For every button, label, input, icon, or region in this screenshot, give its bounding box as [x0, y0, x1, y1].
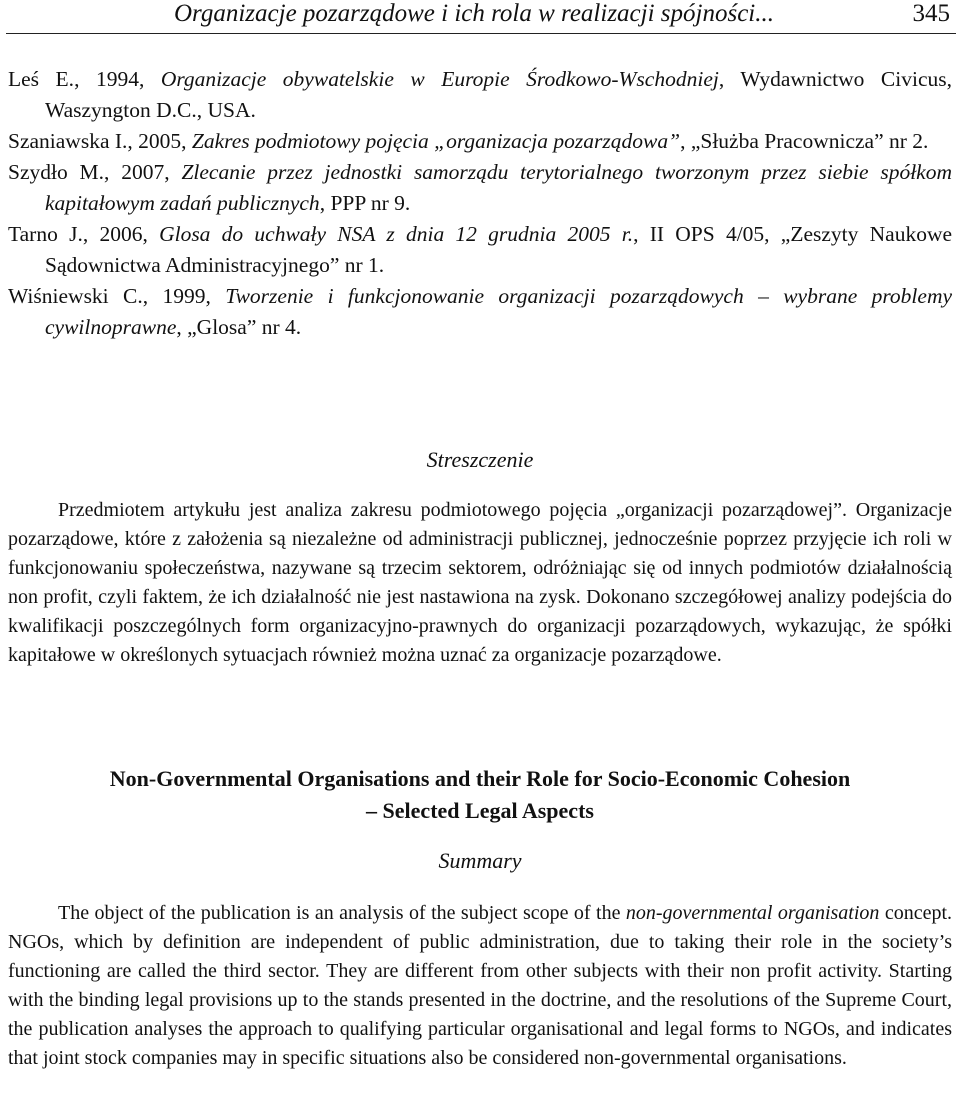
reference-source: , II OPS 4/05, „Zeszyty Naukowe Sądownictwa Administracyjnego” nr 1. [45, 222, 953, 277]
reference-title: Tworzenie i funkcjonowanie organizacji pozarządowych – wybrane problemy cywilnoprawne [45, 284, 953, 339]
summary-heading: Summary [438, 848, 522, 873]
reference-source: , „Służba Pracownicza” nr 2. [680, 129, 929, 153]
reference-entry [8, 157, 952, 219]
reference-author: Wiśniewski C. [8, 284, 143, 308]
reference-author: Szydło M. [8, 160, 105, 184]
reference-entry [8, 126, 952, 157]
page-number: 345 [912, 0, 950, 27]
english-title-line-2: – Selected Legal Aspects [366, 798, 594, 823]
running-title: Organizacje pozarządowe i ich rola w realizacji spójności... [174, 0, 774, 27]
header-rule [6, 33, 956, 34]
reference-title: Zlecanie przez jednostki samorządu terytorialnego tworzonym przez siebie spółkom kapitałowym zadań publicznych [45, 160, 952, 215]
reference-year: , 2007, [104, 160, 182, 184]
summary-term: non-governmental organisation [625, 902, 880, 924]
reference-author: Szaniawska I. [8, 129, 128, 153]
reference-entry [8, 64, 952, 126]
reference-source: , „Glosa” nr 4. [176, 315, 302, 339]
reference-source: , Wydawnictwo Civicus, Waszyngton D.C., USA. [45, 67, 952, 122]
summary-text-before: The object of the publication is an analysis of the subject scope of the [58, 902, 626, 924]
reference-entry [8, 219, 952, 281]
abstract-text: Przedmiotem artykułu jest analiza zakresu podmiotowego pojęcia „organizacji pozarządowej”. Organizacje pozarządowe, które z założenia są niezależne od administracji publicznej, jednocześnie poprzez przyjęcie ich roli w funkcjonowaniu społeczeństwa, nazywane są trzecim sektorem, odróżniając się od innych podmiotów działalnością non profit, czyli faktem, że ich działalność nie jest nastawiona na zysk. Dokonano szczegółowej analizy podejścia do kwalifikacji poszczególnych form organizacyjno-prawnych do organizacji pozarządowych, wykazując, że spółki kapitałowe w określonych sytuacjach również można uznać za organizacje pozarządowe. [8, 499, 952, 666]
reference-year: , 1999, [142, 284, 226, 308]
reference-year: , 2006, [82, 222, 160, 246]
running-header [0, 0, 960, 34]
reference-source: , PPP nr 9. [319, 191, 411, 215]
abstract-heading: Streszczenie [426, 447, 534, 472]
reference-title: Organizacje obywatelskie w Europie Środkowo-Wschodniej [160, 67, 719, 91]
reference-list [8, 64, 952, 343]
reference-title: Zakres podmiotowy pojęcia „organizacja pozarządowa” [191, 129, 681, 153]
reference-author: Leś E. [8, 67, 75, 91]
reference-year: , 2005, [127, 129, 192, 153]
english-title [0, 763, 960, 827]
summary-text [8, 899, 952, 1073]
reference-author: Tarno J. [8, 222, 83, 246]
reference-year: , 1994, [74, 67, 161, 91]
summary-en [8, 899, 952, 1073]
abstract-pl [8, 496, 952, 670]
summary-text-after: concept. NGOs, which by definition are independent of public administration, due to taking their role in the society’s functioning are called the third sector. They are different from other subjects with their non profit activity. Starting with the binding legal provisions up to the stands presented in the doctrine, and the resolutions of the Supreme Court, the publication analyses the approach to qualifying particular organisational and legal forms to NGOs, and indicates that joint stock companies may in specific situations also be considered non-governmental organisations. [8, 902, 953, 1069]
english-title-line-1: Non-Governmental Organisations and their Role for Socio-Economic Cohesion [109, 766, 851, 791]
reference-title: Glosa do uchwały NSA z dnia 12 grudnia 2005 r. [159, 222, 634, 246]
reference-entry [8, 281, 952, 343]
